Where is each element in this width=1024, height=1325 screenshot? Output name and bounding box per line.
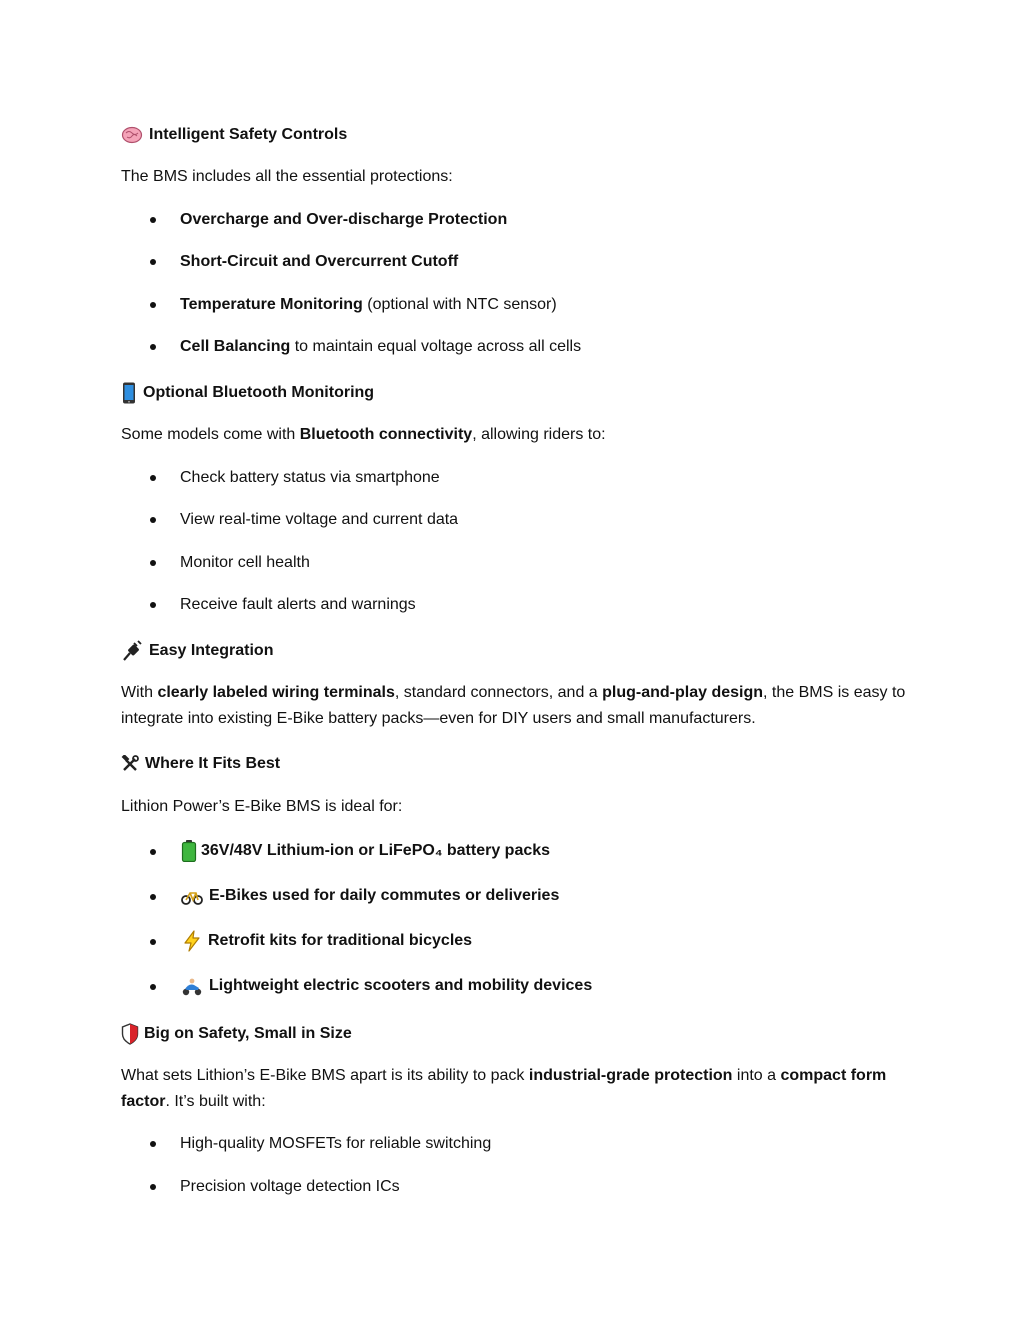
text: into a — [732, 1067, 781, 1084]
list-text: Lightweight electric scooters and mobility devices — [209, 977, 593, 994]
heading-text: Easy Integration — [149, 642, 274, 659]
list-text: Precision voltage detection ICs — [180, 1178, 400, 1195]
heading-text: Big on Safety, Small in Size — [144, 1025, 352, 1042]
bullet-dot — [150, 302, 156, 308]
bullet-dot — [150, 602, 156, 608]
bold-text: Bluetooth connectivity — [299, 426, 473, 443]
hammer-wrench-icon — [121, 755, 139, 773]
text: , allowing riders to: — [472, 426, 606, 443]
bullet-dot — [150, 344, 156, 350]
bullet-dot — [150, 849, 156, 855]
bullet-dot — [150, 217, 156, 223]
text: Some models come with — [121, 426, 300, 443]
list-text: Monitor cell health — [180, 554, 310, 571]
battery-icon — [181, 840, 197, 862]
list-text: Check battery status via smartphone — [180, 469, 440, 486]
bullet-dot — [150, 894, 156, 900]
mobile-phone-icon — [121, 382, 137, 404]
bullet-dot — [150, 517, 156, 523]
list-text: 36V/48V Lithium-ion or LiFePO₄ battery packs — [201, 842, 551, 859]
text: , the BMS is easy to integrate into existing E-Bike battery packs—even for DIY users and small manufacturers. — [121, 684, 906, 727]
bold-text: plug-and-play design — [602, 684, 764, 701]
section-heading-bluetooth — [121, 382, 374, 404]
heading-text: Where It Fits Best — [145, 755, 281, 772]
paragraph — [121, 1063, 911, 1115]
brain-icon — [121, 124, 143, 146]
section-heading-safety — [121, 124, 347, 146]
bullet-dot — [150, 560, 156, 566]
bold-text: Short-Circuit and Overcurrent Cutoff — [180, 253, 459, 270]
bold-text: Temperature Monitoring — [180, 296, 363, 313]
paragraph — [121, 425, 606, 445]
paragraph: Lithion Power’s E-Bike BMS is ideal for: — [121, 798, 403, 815]
bullet-dot — [150, 939, 156, 945]
bicycle-icon — [181, 885, 203, 907]
heading-text: Optional Bluetooth Monitoring — [143, 384, 375, 401]
bullet-dot — [150, 259, 156, 265]
paragraph — [121, 680, 911, 732]
section-heading-integration — [121, 640, 273, 662]
text: What sets Lithion’s E-Bike BMS apart is its ability to pack — [121, 1067, 529, 1084]
bullet-dot — [150, 1141, 156, 1147]
list-text: High-quality MOSFETs for reliable switching — [180, 1135, 492, 1152]
list-text: Retrofit kits for traditional bicycles — [208, 932, 473, 949]
bullet-dot — [150, 984, 156, 990]
bold-text: Overcharge and Over-discharge Protection — [180, 211, 508, 228]
list-text: to maintain equal voltage across all cells — [290, 338, 582, 355]
list-text: (optional with NTC sensor) — [362, 296, 557, 313]
shield-icon — [121, 1023, 139, 1045]
bullet-dot — [150, 475, 156, 481]
scooter-icon — [181, 975, 203, 997]
bullet-dot — [150, 1184, 156, 1190]
bold-text: compact form factor — [121, 1067, 887, 1110]
text: , standard connectors, and a — [394, 684, 603, 701]
bold-text: Cell Balancing — [180, 338, 291, 355]
plug-icon — [121, 640, 143, 662]
list-text: Receive fault alerts and warnings — [180, 596, 416, 613]
list-text: View real-time voltage and current data — [180, 511, 459, 528]
lightning-icon — [181, 930, 203, 952]
bold-text: industrial-grade protection — [528, 1067, 733, 1084]
paragraph: The BMS includes all the essential protections: — [121, 168, 453, 185]
bold-text: clearly labeled wiring terminals — [157, 684, 395, 701]
list-text: E-Bikes used for daily commutes or deliveries — [209, 887, 560, 904]
heading-text: Intelligent Safety Controls — [149, 126, 348, 143]
section-heading-fits — [121, 754, 280, 774]
section-heading-size — [121, 1023, 352, 1045]
text: . It’s built with: — [165, 1093, 266, 1110]
text: With — [121, 684, 158, 701]
